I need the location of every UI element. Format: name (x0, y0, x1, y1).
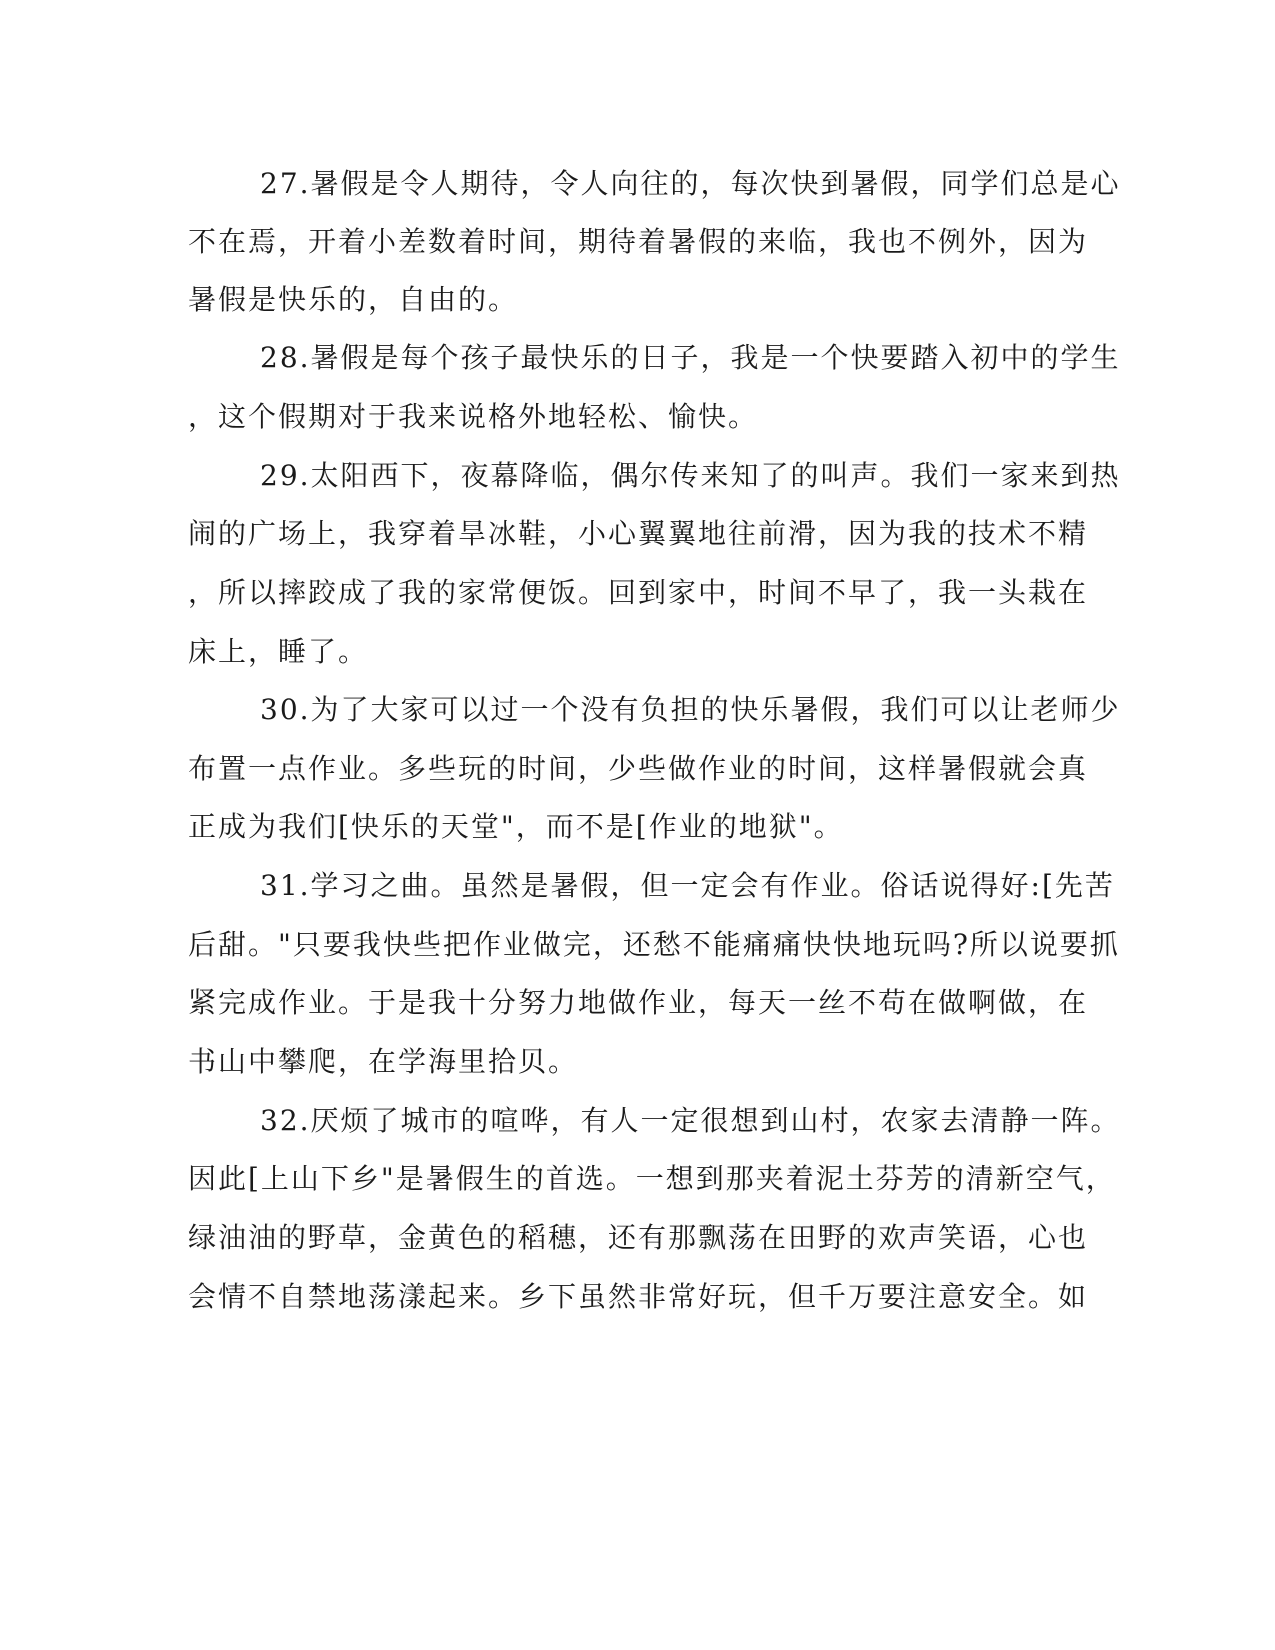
paragraph-line: 32.厌烦了城市的喧哗，有人一定很想到山村，农家去清静一阵。 (260, 1104, 1121, 1137)
paragraph-line: 27.暑假是令人期待，令人向往的，每次快到暑假，同学们总是心 (260, 167, 1121, 200)
paragraph-line: 会情不自禁地荡漾起来。乡下虽然非常好玩，但千万要注意安全。如 (188, 1280, 1089, 1313)
paragraph-line: ，所以摔跤成了我的家常便饭。回到家中，时间不早了，我一头栽在 (188, 576, 1089, 609)
paragraph-line: 正成为我们[快乐的天堂"，而不是[作业的地狱"。 (188, 810, 844, 843)
paragraph-line: 紧完成作业。于是我十分努力地做作业，每天一丝不苟在做啊做，在 (188, 986, 1089, 1019)
paragraph-line: 不在焉，开着小差数着时间，期待着暑假的来临，我也不例外，因为 (188, 225, 1089, 258)
paragraph-line: 绿油油的野草，金黄色的稻穗，还有那飘荡在田野的欢声笑语，心也 (188, 1221, 1089, 1254)
paragraph-line: 布置一点作业。多些玩的时间，少些做作业的时间，这样暑假就会真 (188, 752, 1089, 785)
paragraph-line: 闹的广场上，我穿着旱冰鞋，小心翼翼地往前滑，因为我的技术不精 (188, 517, 1089, 550)
paragraph-line: 28.暑假是每个孩子最快乐的日子，我是一个快要踏入初中的学生 (260, 341, 1121, 374)
paragraph-line: 书山中攀爬，在学海里拾贝。 (188, 1045, 579, 1078)
paragraph-line: ，这个假期对于我来说格外地轻松、愉快。 (188, 400, 759, 433)
paragraph-line: 29.太阳西下，夜幕降临，偶尔传来知了的叫声。我们一家来到热 (260, 459, 1121, 492)
paragraph-line: 床上，睡了。 (188, 635, 369, 668)
paragraph-line: 31.学习之曲。虽然是暑假，但一定会有作业。俗话说得好:[先苦 (260, 869, 1115, 902)
paragraph-line: 后甜。"只要我快些把作业做完，还愁不能痛痛快快地玩吗?所以说要抓 (188, 928, 1120, 961)
paragraph-line: 因此[上山下乡"是暑假生的首选。一想到那夹着泥土芬芳的清新空气， (188, 1162, 1116, 1195)
paragraph-line: 暑假是快乐的，自由的。 (188, 283, 519, 316)
paragraph-line: 30.为了大家可以过一个没有负担的快乐暑假，我们可以让老师少 (260, 693, 1121, 726)
